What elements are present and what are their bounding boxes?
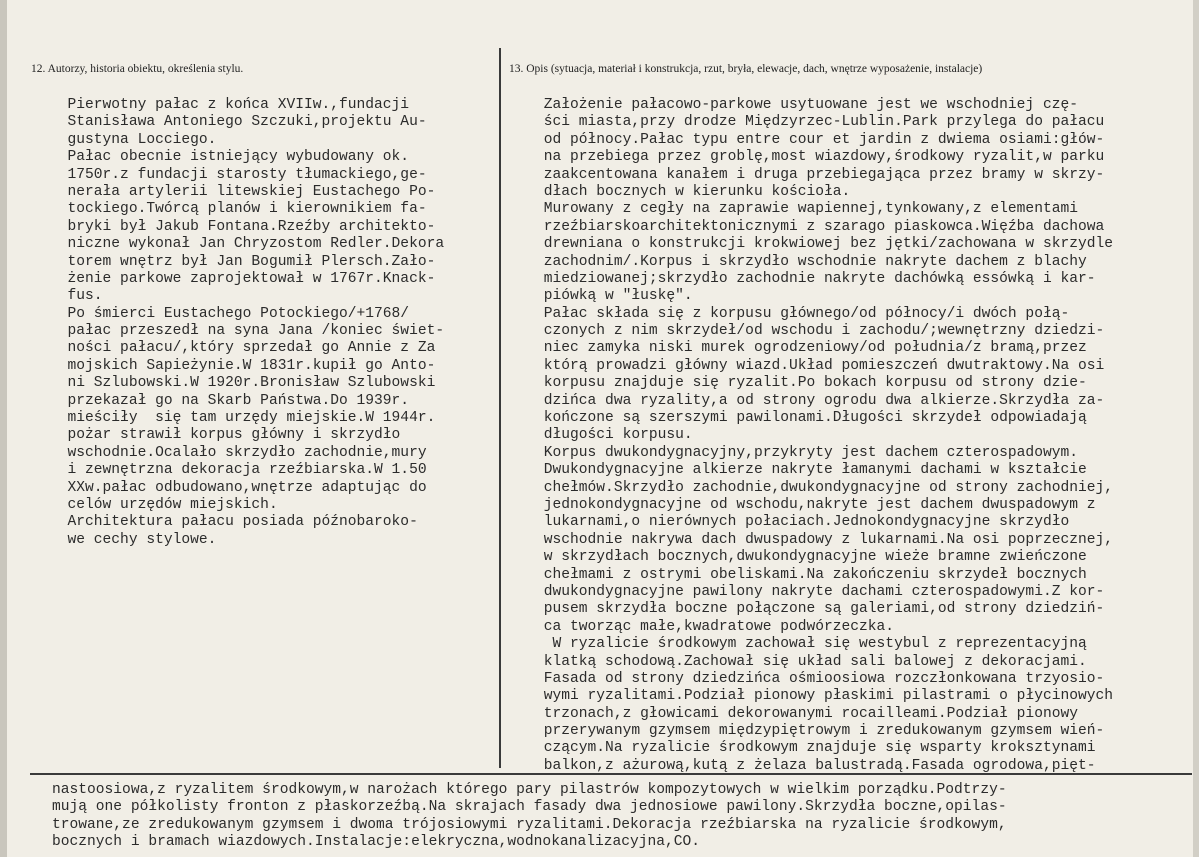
- text-line: XXw.pałac odbudowano,wnętrze adaptując do: [50, 479, 427, 496]
- text-line: drewniana o konstrukcji krokwiowej bez jętki/zachowana w skrzydle: [535, 236, 1114, 253]
- text-line: Założenie pałacowo-parkowe usytuowane jest we wschodniej czę-: [535, 97, 1078, 113]
- text-line: mieściły się tam urzędy miejskie.W 1944r.: [50, 410, 436, 427]
- text-line: gustyna Locciego.: [50, 131, 217, 148]
- text-line: przekazał go na Skarb Państwa.Do 1939r.: [50, 392, 410, 409]
- text-line: pałac przeszedł na syna Jana /koniec świet-: [50, 323, 445, 340]
- text-line: dzińca dwa ryzality,a od strony ogrodu dwa alkierze.Skrzydła za-: [535, 392, 1105, 409]
- text-line: mują one półkolisty fronton z płaskorzeźbą.Na skrajach fasady dwa jednosiowe pawilony.Skrzydła boczne,opilas-: [52, 799, 1007, 816]
- text-line: zachodnim/.Korpus i skrzydło wschodnie nakryte dachem z blachy: [535, 253, 1087, 270]
- text-line: tockiego.Twórcą planów i kierownikiem fa-: [50, 201, 427, 218]
- text-line: Korpus dwukondygnacyjny,przykryty jest dachem czterospadowym.: [535, 444, 1078, 461]
- section-12-text: [50, 97, 495, 549]
- text-line: Architektura pałacu posiada późnobaroko-: [50, 514, 418, 531]
- text-line: miedziowanej;skrzydło zachodnie nakryte dachówką essówką i kar-: [535, 270, 1096, 287]
- text-line: niec zamyka niski murek ogrodzeniowy/od południa/z bramą,przez: [535, 340, 1087, 357]
- text-line: W ryzalicie środkowym zachował się westybul z reprezentacyjną: [535, 636, 1087, 653]
- text-line: przerywanym gzymsem międzypiętrowym i zredukowanym gzymsem wień-: [535, 723, 1105, 740]
- text-line: nerała artylerii litewskiej Eustachego Po-: [50, 183, 436, 200]
- text-line: ca tworząc małe,kwadratowe podwórzeczka.: [535, 618, 895, 635]
- text-line: celów urzędów miejskich.: [50, 496, 278, 513]
- text-line: Pałac składa się z korpusu głównego/od północy/i dwóch połą-: [535, 305, 1070, 322]
- text-line: Pierwotny pałac z końca XVIIw.,fundacji: [50, 97, 410, 113]
- text-line: mojskich Sapieżynie.W 1831r.kupił go Anto-: [50, 357, 436, 374]
- scan-edge-left: [0, 0, 7, 857]
- text-line: lukarnami,o nierównych połaciach.Jednokondygnacyjne skrzydło: [535, 514, 1070, 531]
- text-line: ni Szlubowski.W 1920r.Bronisław Szlubowski: [50, 375, 436, 392]
- text-line: Po śmierci Eustachego Potockiego/+1768/: [50, 305, 410, 322]
- text-line: Fasada od strony dziedzińca ośmioosiowa rozczłonkowana trzyosio-: [535, 670, 1105, 687]
- text-line: klatką schodową.Zachował się układ sali balowej z dekoracjami.: [535, 653, 1087, 670]
- text-line: kończone są szerszymi pawilonami.Długości skrzydeł odpowiadają: [535, 410, 1087, 427]
- text-line: we cechy stylowe.: [50, 531, 217, 548]
- text-line: ści miasta,przy drodze Międzyrzec-Lublin.Park przylega do pałacu: [535, 114, 1105, 131]
- text-line: Murowany z cegły na zaprawie wapiennej,tynkowany,z elementami: [535, 201, 1078, 218]
- text-line: żenie parkowe zaprojektował w 1767r.Knack-: [50, 270, 436, 287]
- text-line: Dwukondygnacyjne alkierze nakryte łamanymi dachami w kształcie: [535, 462, 1087, 479]
- text-line: bocznych i bramach wiazdowych.Instalacje:elekryczna,wodnokanalizacyjna,CO.: [52, 834, 701, 851]
- text-line: wymi ryzalitami.Podział pionowy płaskimi pilastrami o płycinowych: [535, 688, 1114, 705]
- text-line: niczne wykonał Jan Chryzostom Redler.Dekora: [50, 236, 445, 253]
- section-12-heading: 12. Autorzy, historia obiektu, określenia stylu.: [31, 63, 244, 75]
- text-line: ności pałacu/,który sprzedał go Annie z Za: [50, 340, 436, 357]
- text-line: korpusu znajduje się ryzalit.Po bokach korpusu od strony dzie-: [535, 375, 1087, 392]
- text-line: dłach bocznych w kierunku kościoła.: [535, 183, 851, 200]
- text-line: chełmów.Skrzydło zachodnie,dwukondygnacyjne od strony zachodniej,: [535, 479, 1114, 496]
- text-line: dwukondygnacyjne pawilony nakryte dachami czterospadowymi.Z kor-: [535, 583, 1105, 600]
- text-line: pożar strawił korpus główny i skrzydło: [50, 427, 401, 444]
- text-line: fus.: [50, 288, 103, 305]
- text-line: trowane,ze zredukowanym gzymsem i dwoma trójosiowymi ryzalitami.Dekoracja rzeźbiarska na ryzalicie środkowym,: [52, 816, 1007, 833]
- text-line: długości korpusu.: [535, 427, 693, 444]
- text-line: pusem skrzydła boczne połączone są galeriami,od strony dziedziń-: [535, 601, 1105, 618]
- text-line: na przebiega przez groblę,most wiazdowy,środkowy ryzalit,w parku: [535, 149, 1105, 166]
- text-line: Stanisława Antoniego Szczuki,projektu Au-: [50, 114, 427, 131]
- text-line: piówką w "łuskę".: [535, 288, 693, 305]
- text-line: trzonach,z głowicami dekorowanymi rocailleami.Podział pionowy: [535, 705, 1078, 722]
- text-line: 1750r.z fundacji starosty tłumackiego,ge-: [50, 166, 427, 183]
- text-line: chełmami z ostrymi obeliskami.Na zakończeniu skrzydeł bocznych: [535, 566, 1087, 583]
- text-line: i zewnętrzna dekoracja rzeźbiarska.W 1.50: [50, 462, 427, 479]
- text-line: czonych z nim skrzydeł/od wschodu i zachodu/;wewnętrzny dziedzi-: [535, 323, 1105, 340]
- text-line: którą prowadzi główny wiazd.Układ pomieszczeń dwutraktowy.Na osi: [535, 357, 1105, 374]
- text-line: czącym.Na ryzalicie środkowym znajduje się wsparty kroksztynami: [535, 740, 1096, 757]
- text-line: od północy.Pałac typu entre cour et jardin z dwiema osiami:głów-: [535, 131, 1105, 148]
- text-line: balkon,z ażurową,kutą z żelaza balustradą.Fasada ogrodowa,pięt-: [535, 757, 1096, 774]
- text-line: Pałac obecnie istniejący wybudowany ok.: [50, 149, 410, 166]
- text-line: wschodnie.Ocalało skrzydło zachodnie,mury: [50, 444, 427, 461]
- section-13-continuation: [52, 782, 1192, 852]
- text-line: jednokondygnacyjne od wschodu,nakryte jest dachem dwuspadowym z: [535, 496, 1096, 513]
- column-divider: [499, 48, 501, 768]
- section-13-heading: 13. Opis (sytuacja, materiał i konstrukcja, rzut, bryła, elewacje, dach, wnętrze wyposażenie, instalacje): [509, 63, 983, 75]
- section-13-text: [535, 97, 1195, 775]
- text-line: wschodnie nakrywa dach dwuspadowy z lukarnami.Na osi poprzecznej,: [535, 531, 1114, 548]
- text-line: nastoosiowa,z ryzalitem środkowym,w narożach którego pary pilastrów kompozytowych w wielkim porządku.Podtrzy-: [52, 782, 1007, 798]
- text-line: bryki był Jakub Fontana.Rzeźby architekto-: [50, 218, 436, 235]
- text-line: zaakcentowana kanałem i druga przebiegająca przez bramy w skrzy-: [535, 166, 1105, 183]
- text-line: torem wnętrz był Jan Bogumił Plersch.Zało-: [50, 253, 436, 270]
- text-line: w skrzydłach bocznych,dwukondygnacyjne wieże bramne zwieńczone: [535, 549, 1087, 566]
- text-line: rzeźbiarskoarchitektonicznymi z szarago piaskowca.Więźba dachowa: [535, 218, 1105, 235]
